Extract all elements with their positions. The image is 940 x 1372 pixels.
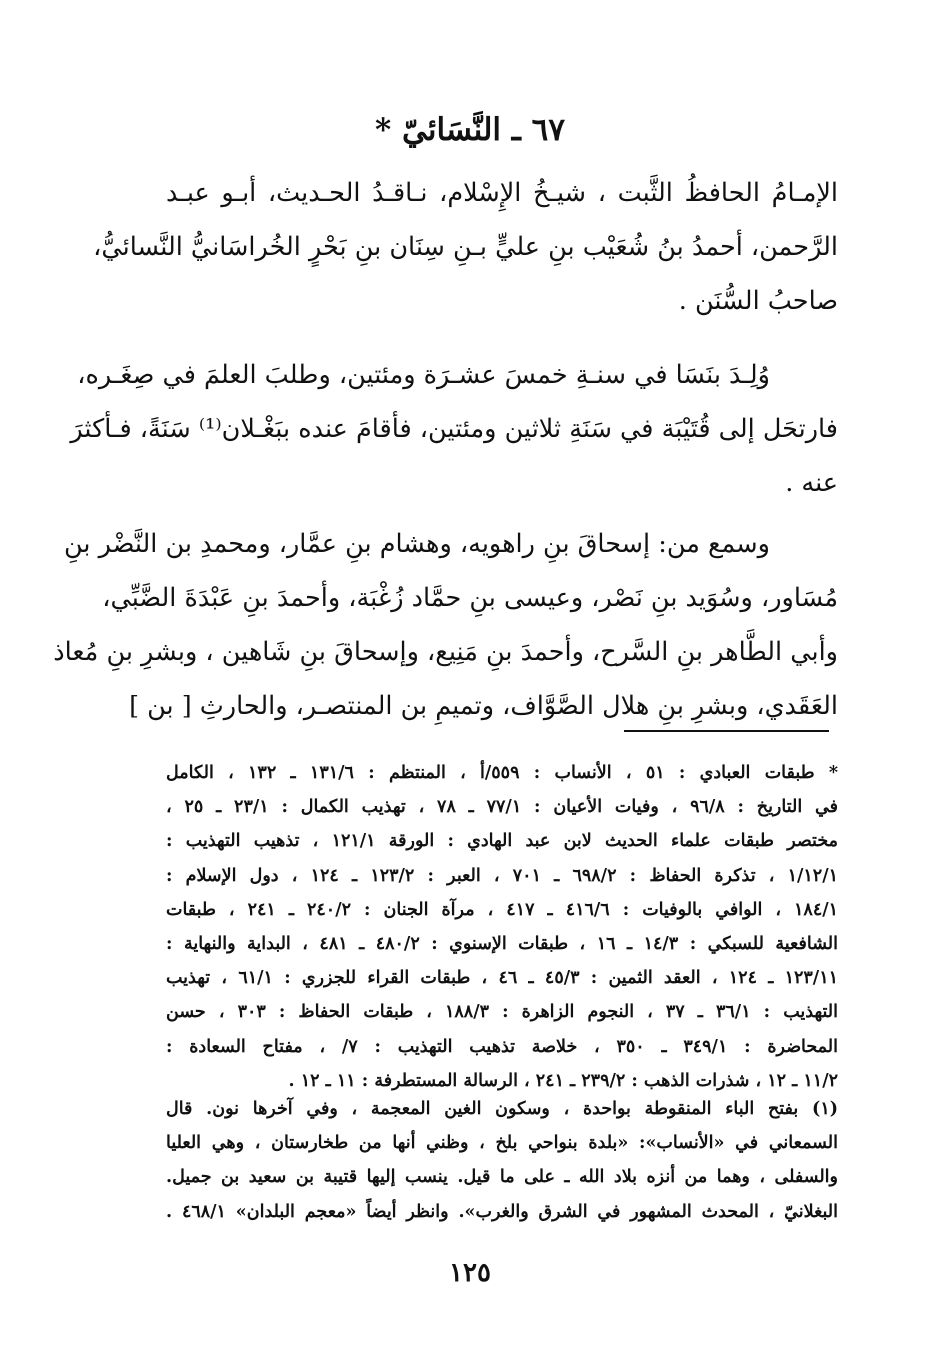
- footnote-line: في التاريخ : ٩٦/٨ ، وفيات الأعيان : ٧٧/١ ـ ٧٨ ، تهذيب الكمال : ٢٣/١ ـ ٢٥ ،: [166, 797, 838, 818]
- footnote-line: البغلانيّ ، المحدث المشهور في الشرق والغرب». وانظر أيضاً «معجم البلدان» ٤٦٨/١ .: [166, 1201, 838, 1222]
- text-line: الإمـامُ الحافظُ الثَّبت ، شيـخُ الإِسْلام، نـاقـدُ الحـديث، أبـو عبـد: [166, 178, 838, 208]
- footnote-line: ١٨٤/١ ، الوافي بالوفيات : ٤١٦/٦ ـ ٤١٧ ، مرآة الجنان : ٢٤٠/٢ ـ ٢٤١ ، طبقات: [166, 899, 839, 920]
- paragraph-intro: [93, 166, 838, 328]
- footnote-line: المحاضرة : ٣٤٩/١ ـ ٣٥٠ ، خلاصة تذهيب التهذيب : ٧/ ، مفتاح السعادة :: [166, 1036, 838, 1057]
- footnote-line: * طبقات العبادي : ٥١ ، الأنساب : ٥٥٩/أ ، المنتظم : ١٣١/٦ ـ ١٣٢ ، الكامل: [166, 763, 838, 783]
- footnote-line: الشافعية للسبكي : ١٤/٣ ـ ١٦ ، طبقات الإسنوي : ٤٨٠/٢ ـ ٤٨١ ، البداية والنهاية :: [166, 933, 839, 954]
- footnote-line: والسفلى ، وهما من أنزه بلاد الله ـ على ما قيل. ينسب إليها قتيبة بن سعيد بن جميل.: [166, 1167, 839, 1188]
- text-line: الرَّحمن، أحمدُ بنُ شُعَيْب بنِ عليٍّ بـنِ سِنَان بنِ بَحْرٍ الخُراسَانيُّ النَّسائيُّ،: [93, 232, 838, 262]
- text-line: وُلِـدَ بنَسَا في سنـةِ خمسَ عشـرَة ومئتين، وطلبَ العلمَ في صِغَـره،: [77, 360, 770, 390]
- footnote-line: ١٢٣/١١ ـ ١٢٤ ، العقد الثمين : ٤٥/٣ ـ ٤٦ ، طبقات القراء للجزري : ٦١/١ ، تهذيب: [166, 968, 838, 989]
- footnote-line: (١) بفتح الباء المنقوطة بواحدة ، وسكون الغين المعجمة ، وفي آخرها نون. قال: [166, 1099, 838, 1119]
- text-line: فارتحَل إلى قُتَيْبَة في سَنَةِ ثلاثين ومئتين، فأقامَ عنده ببَغْـلان⁽¹⁾ سَنَةً، فـأكثرَ: [70, 414, 838, 444]
- footnote-separator: [624, 730, 829, 732]
- text-line: مُسَاور، وسُوَيد بنِ نَصْر، وعيسى بنِ حمَّاد زُغْبَة، وأحمدَ بنِ عَبْدَةَ الضَّبِّي،: [102, 583, 838, 613]
- footnote-line: ١/١٢/١ ، تذكرة الحفاظ : ٦٩٨/٢ ـ ٧٠١ ، العبر : ١٢٣/٢ ـ ١٢٤ ، دول الإسلام :: [166, 865, 838, 886]
- text-line: وأبي الطَّاهر بنِ السَّرح، وأحمدَ بنِ مَنِيع، وإسحاقَ بنِ شَاهين ، وبشرِ بنِ مُعاذ: [53, 637, 838, 667]
- paragraph-teachers: [53, 517, 838, 733]
- footnote-sources: [166, 756, 838, 1098]
- paragraph-birth: [70, 348, 838, 510]
- text-line: عنه .: [785, 468, 838, 498]
- page-number: ١٢٥: [449, 1258, 491, 1288]
- text-line: العَقَدي، وبشرِ بنِ هلال الصَّوَّاف، وتميمِ بن المنتصـر، والحارثِ [ بن ]: [129, 691, 838, 721]
- footnote-line: مختصر طبقات علماء الحديث لابن عبد الهادي : الورقة ١٢١/١ ، تذهيب التهذيب :: [166, 831, 838, 852]
- footnote-1: [166, 1092, 838, 1229]
- text-line: وسمع من: إسحاقَ بنِ راهويه، وهشام بنِ عمَّار، ومحمدِ بن النَّضْر بنِ: [64, 529, 770, 559]
- text-line: صاحبُ السُّنَن .: [678, 286, 838, 316]
- entry-title: ٦٧ ـ النَّسَائيّ *: [375, 112, 565, 148]
- footnote-line: السمعاني في «الأنساب»: «بلدة بنواحي بلخ ، وظني أنها من طخارستان ، وهي العليا: [166, 1133, 838, 1154]
- footnote-line: التهذيب : ٣٦/١ ـ ٣٧ ، النجوم الزاهرة : ١٨٨/٣ ، طبقات الحفاظ : ٣٠٣ ، حسن: [166, 1002, 838, 1023]
- footnote-line: ١١/٢ ـ ١٢ ، شذرات الذهب : ٢٣٩/٢ ـ ٢٤١ ، الرسالة المستطرفة : ١١ ـ ١٢ .: [288, 1070, 838, 1091]
